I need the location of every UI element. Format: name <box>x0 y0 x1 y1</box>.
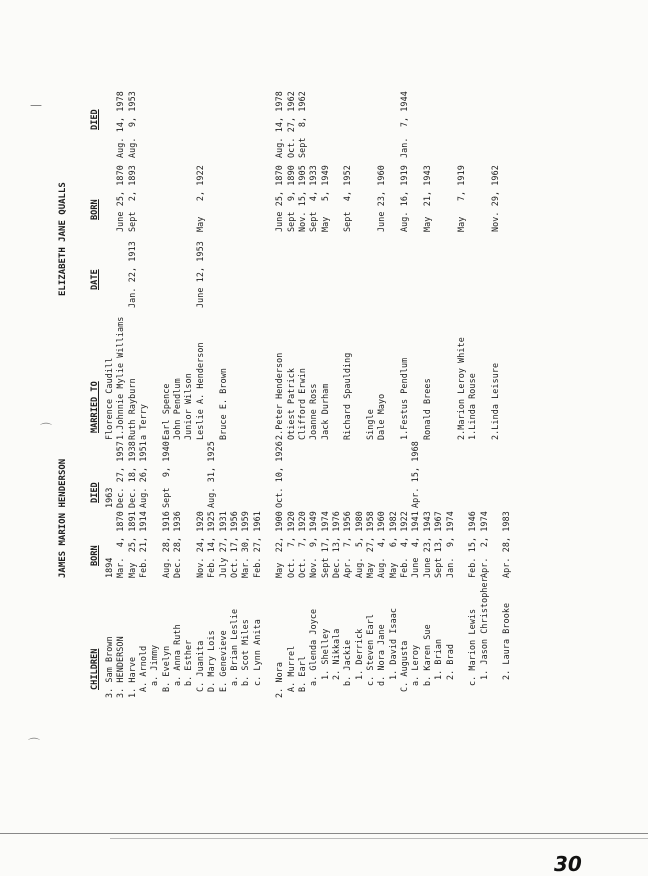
spouse-born: June 25, 1870 <box>274 165 285 232</box>
spouse-died: Sept 8, 1962 <box>296 91 307 158</box>
child-died: 1963 <box>104 487 114 508</box>
child-name: C. Augusta <box>399 640 410 692</box>
col-died: DIED <box>90 482 100 503</box>
child-born: June 23, 1943 <box>421 511 432 578</box>
page-number: 30 <box>554 852 582 876</box>
child-died: Dec. 18, 1938 <box>126 441 137 508</box>
col-died-spouse: DIED <box>90 109 100 130</box>
child-born: Jan. 9, 1974 <box>444 511 455 578</box>
child-name: b. Jackie <box>342 639 353 686</box>
spouse-name: a Terry <box>138 404 149 440</box>
child-born: Nov. 24, 1920 <box>194 511 205 578</box>
child-born: Feb. 14, 1925 <box>206 511 217 578</box>
child-born: May 6, 1982 <box>387 511 398 578</box>
spouse-name: 1.Linda Rouse <box>467 373 478 440</box>
child-name: 1. David Isaac <box>387 608 398 680</box>
spouse-name: John Pendlum <box>172 378 183 440</box>
child-died: Oct. 10, 1926 <box>274 441 285 508</box>
child-name: a. Glenda Joyce <box>308 608 319 686</box>
child-born: Aug. 4, 1960 <box>376 511 387 578</box>
spouse-name: Jack Durham <box>319 383 330 440</box>
scan-mark: ⌒ <box>28 737 41 751</box>
child-born: Apr. 2, 1974 <box>478 511 489 578</box>
spouse-name: 2.Peter Henderson <box>274 352 285 440</box>
heading-left: JAMES MARION HENDERSON <box>58 458 68 578</box>
spouse-born: Nov. 15, 1905 <box>296 165 307 232</box>
child-name: c. Marion Lewis <box>467 608 478 686</box>
child-name: A. Arnold <box>138 645 149 692</box>
spouse-born: Sept 2, 1893 <box>126 165 137 232</box>
col-born-spouse: BORN <box>90 199 100 220</box>
child-name: 1. Jason Christopher <box>478 577 489 680</box>
spouse-name: Junior Wilson <box>183 373 194 440</box>
spouse-name: 2.Marion Leroy White <box>455 337 466 440</box>
scan-edge-line <box>110 838 648 839</box>
child-name: B. Evelyn <box>160 645 171 692</box>
child-name: 1. Harve <box>126 656 137 698</box>
spouse-name: Joanne Ross <box>308 383 319 440</box>
child-name: b. Scot Miles <box>240 619 251 686</box>
child-born: Mar. 30, 1959 <box>240 511 251 578</box>
child-born: May 25, 1891 <box>126 511 137 578</box>
child-name: c. Lynn Anita <box>251 619 262 686</box>
spouse-name: Richard Spaulding <box>342 352 353 440</box>
child-name: 3. Sam Brown <box>104 636 114 698</box>
child-born: Oct. 17, 1956 <box>228 511 239 578</box>
child-born: Feb. 15, 1946 <box>467 511 478 578</box>
child-born: May 27, 1958 <box>365 511 376 578</box>
child-died: Aug. 31, 1925 <box>206 441 217 508</box>
spouse-name: 1.Johnnie Mylie Williams <box>115 316 126 440</box>
child-name: E. Genevieve <box>217 630 228 692</box>
child-name: 2. Brad <box>444 644 455 680</box>
child-born: Sept 13, 1967 <box>433 511 444 578</box>
child-name: a. Anna Ruth <box>172 624 183 686</box>
child-born: July 27, 1931 <box>217 511 228 578</box>
child-born: June 4, 1941 <box>410 511 421 578</box>
child-born: Sept 17, 1974 <box>319 511 330 578</box>
child-born: Dec. 13, 1976 <box>331 511 341 578</box>
child-born: Apr. 7, 1956 <box>342 511 353 578</box>
marriage-date: June 12, 1953 <box>194 241 205 308</box>
marriage-date: Jan. 22, 1913 <box>126 241 137 308</box>
child-died: Dec. 27, 1957 <box>115 441 126 508</box>
col-married-to: MARRIED TO <box>90 381 100 433</box>
spouse-name: Dale Mayo <box>376 393 387 440</box>
spouse-name: Clifford Erwin <box>296 368 307 440</box>
spouse-name: Earl Spence <box>160 383 171 440</box>
child-name: 1. Derrick <box>353 628 364 680</box>
child-name: 2. Laura Brooke <box>501 602 512 680</box>
child-name: B. Earl <box>296 656 307 692</box>
spouse-died: Aug. 14, 1978 <box>115 91 126 158</box>
spouse-name: Bruce E. Brown <box>217 368 228 440</box>
spouse-name: Florence Caudill <box>104 357 114 440</box>
child-name: 2. Nikkala <box>331 628 341 680</box>
spouse-born: May 2, 1922 <box>194 165 205 232</box>
scan-mark: ⌒ <box>40 422 53 436</box>
child-born: Oct. 7, 1920 <box>296 511 307 578</box>
spouse-name: 1.Festus Pendlum <box>399 357 410 440</box>
spouse-born: Aug. 16, 1919 <box>399 165 410 232</box>
child-name: a. Jimmy <box>149 644 160 686</box>
spouse-name: Ronald Brees <box>421 378 432 440</box>
spouse-born: Sept 4, 1933 <box>308 165 319 232</box>
child-born: Aug. 5, 1980 <box>353 511 364 578</box>
child-died: Aug. 26, 1951 <box>138 441 149 508</box>
child-born: Apr. 28, 1983 <box>501 511 512 578</box>
spouse-name: 2.Linda Leisure <box>489 362 500 440</box>
spouse-born: June 23, 1960 <box>376 165 387 232</box>
child-name: D. Mary Lois <box>206 630 217 692</box>
spouse-born: Sept 4, 1952 <box>342 165 353 232</box>
child-born: Feb. 21, 1914 <box>138 511 149 578</box>
child-name: b. Karen Sue <box>421 624 432 686</box>
spouse-born: June 25, 1870 <box>115 165 126 232</box>
child-born: Dec. 28, 1936 <box>172 511 183 578</box>
child-born: May 22, 1900 <box>274 511 285 578</box>
child-name: a. Leroy <box>410 644 421 686</box>
child-died: Sept 9, 1940 <box>160 441 171 508</box>
col-children: CHILDREN <box>90 648 100 690</box>
spouse-born: May 7, 1919 <box>455 165 466 232</box>
spouse-name: Otiest Patrick <box>285 368 296 440</box>
spouse-died: Oct. 27, 1962 <box>285 91 296 158</box>
spouse-died: Aug. 14, 1978 <box>274 91 285 158</box>
child-born: Oct. 7, 1920 <box>285 511 296 578</box>
spouse-born: Sept 9, 1890 <box>285 165 296 232</box>
child-died: Apr. 15, 1968 <box>410 441 421 508</box>
spouse-name: Ruth Rayburn <box>126 378 137 440</box>
child-name: a. Brian Leslie <box>228 608 239 686</box>
child-born: Mar. 4, 1870 <box>115 511 126 578</box>
child-name: b. Esther <box>183 639 194 686</box>
child-born: Nov. 9, 1949 <box>308 511 319 578</box>
spouse-born: May 21, 1943 <box>421 165 432 232</box>
child-name: d. Nora Jane <box>376 624 387 686</box>
col-date: DATE <box>90 269 100 290</box>
child-born: Feb. 4, 1922 <box>399 511 410 578</box>
child-name: C. Juanita <box>194 640 205 692</box>
child-name: c. Steven Earl <box>365 614 376 686</box>
scan-mark: — <box>30 98 42 112</box>
child-name: 2. Nora <box>274 662 285 698</box>
spouse-died: Aug. 9, 1953 <box>126 91 137 158</box>
child-born: Feb. 27, 1961 <box>251 511 262 578</box>
spouse-name: Leslie A. Henderson <box>194 342 205 440</box>
col-born: BORN <box>90 545 100 566</box>
child-name: 1. Shelley <box>319 628 330 680</box>
scan-edge-line <box>0 833 648 834</box>
heading-right: ELIZABETH JANE QUALLS <box>58 182 68 296</box>
child-born: Aug. 28, 1916 <box>160 511 171 578</box>
child-name: 3. HENDERSON <box>115 636 126 698</box>
child-name: A. Murrel <box>285 645 296 692</box>
spouse-name: Single <box>365 409 376 440</box>
spouse-born: May 5, 1949 <box>319 165 330 232</box>
spouse-born: Nov. 29, 1962 <box>489 165 500 232</box>
spouse-died: Jan. 7, 1944 <box>399 91 410 158</box>
child-name: 1. Brian <box>433 638 444 680</box>
child-born: 1894 <box>104 557 114 578</box>
